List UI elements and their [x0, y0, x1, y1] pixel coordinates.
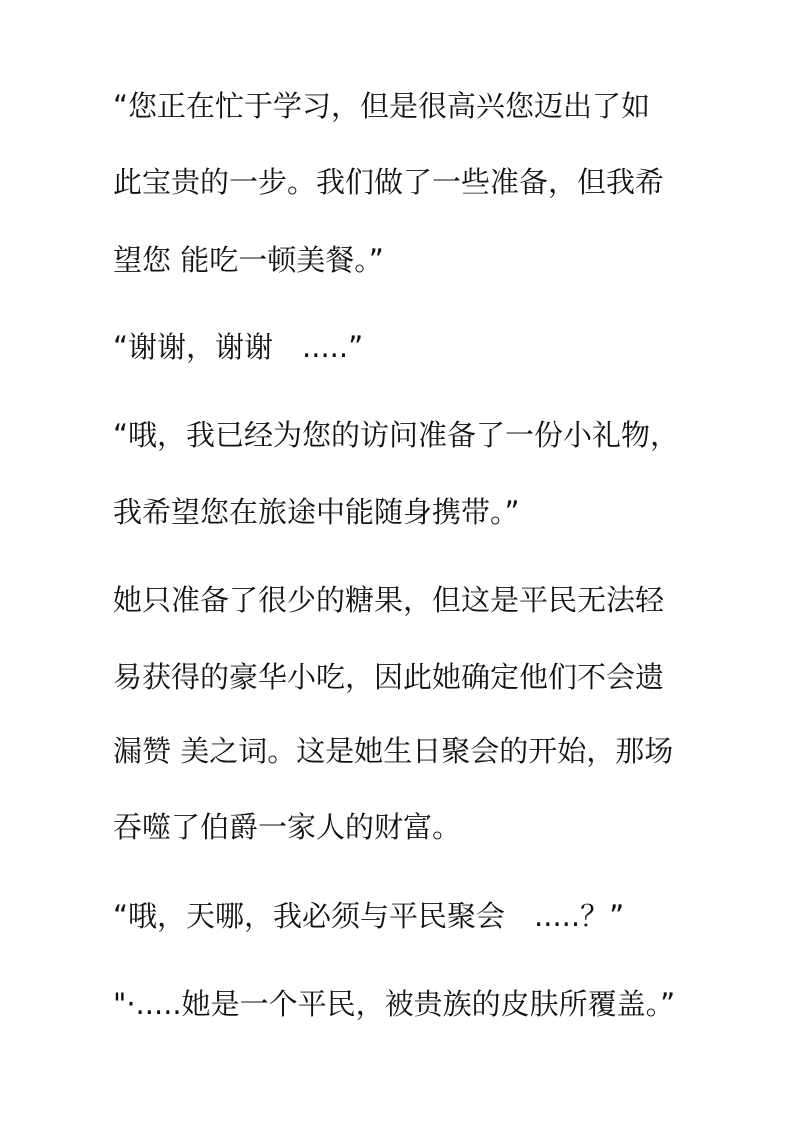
- text-line-6: 我希望您在旅途中能随身携带。”: [113, 495, 520, 529]
- text-line-11: “哦，天哪，我必须与平民聚会 .....？”: [113, 899, 625, 933]
- text-line-4: “谢谢，谢谢 .....”: [113, 330, 364, 364]
- text-line-2: 此宝贵的一步。我们做了一些准备，但我希: [113, 165, 665, 199]
- text-line-12: "·.....她是一个平民，被贵族的皮肤所覆盖。”: [113, 987, 676, 1021]
- text-line-8: 易获得的豪华小吃，因此她确定他们不会遗: [113, 660, 665, 694]
- text-line-9: 漏赞 美之词。这是她生日聚会的开始，那场: [113, 734, 674, 768]
- text-line-10: 吞噬了伯爵一家人的财富。: [113, 810, 462, 844]
- text-line-7: 她只准备了很少的糖果，但这是平民无法轻: [113, 583, 665, 617]
- text-line-5: “哦，我已经为您的访问准备了一份小礼物，: [113, 418, 680, 452]
- text-line-1: “您正在忙于学习，但是很高兴您迈出了如: [113, 89, 651, 123]
- text-line-3: 望您 能吃一顿美餐。”: [113, 243, 384, 277]
